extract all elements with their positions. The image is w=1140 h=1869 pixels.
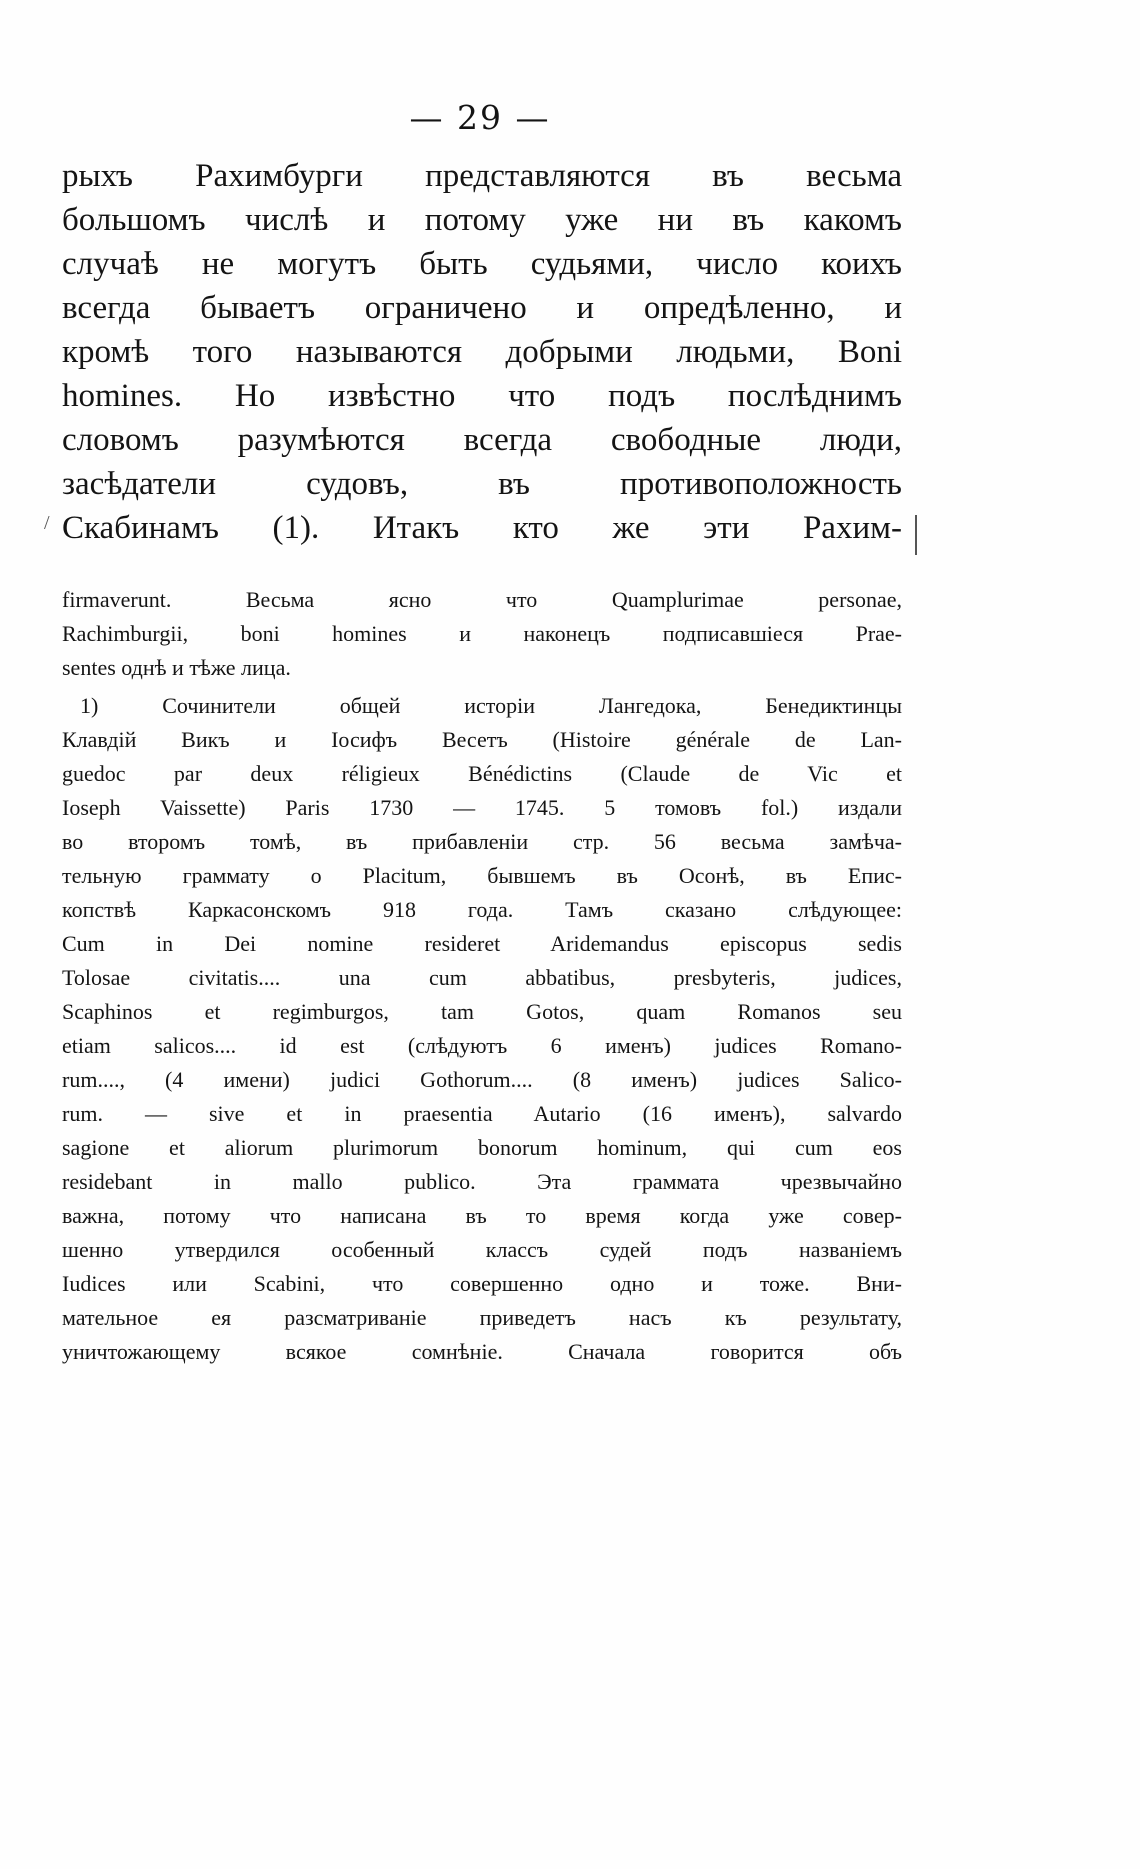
footnote-line: шенно утвердился особенный классъ судей подъ названіемъ — [62, 1237, 902, 1262]
footnote-line: Tolosae civitatis.... una cum abbatibus, presbyteris, judices, — [62, 965, 902, 990]
main-text-line: случаѣ не могутъ быть судьями, число коихъ — [62, 246, 902, 282]
main-text-line: Скабинамъ (1). Итакъ кто же эти Рахим- — [62, 510, 902, 546]
footnote-line: firmaverunt. Весьма ясно что Quamplurimae personae, — [62, 587, 902, 612]
footnote-line: тельную граммату о Placitum, бывшемъ въ Осонѣ, въ Епис- — [62, 863, 902, 888]
footnote-line: sentes однѣ и тѣже лица. — [62, 655, 291, 680]
main-text-line: всегда бываетъ ограничено и опредѣленно, и — [62, 290, 902, 326]
footnote-line: копствѣ Каркасонскомъ 918 года. Тамъ сказано слѣдующее: — [62, 897, 902, 922]
main-text-line: большомъ числѣ и потому уже ни въ какомъ — [62, 202, 902, 238]
main-text-line: homines. Но извѣстно что подъ послѣднимъ — [62, 378, 902, 414]
footnote-line: residebant in mallo publico. Эта граммата чрезвычайно — [62, 1169, 902, 1194]
footnote-line: etiam salicos.... id est (слѣдуютъ 6 именъ) judices Romano- — [62, 1033, 902, 1058]
footnote-line: 1) Сочинители общей исторіи Лангедока, Бенедиктинцы — [80, 693, 902, 718]
main-text-line: рыхъ Рахимбурги представляются въ весьма — [62, 158, 902, 194]
footnote-line: Scaphinos et regimburgos, tam Gotos, quam Romanos seu — [62, 999, 902, 1024]
footnote-line: Rachimburgii, boni homines и наконецъ подписавшіеся Prae- — [62, 621, 902, 646]
footnote-line: Iudices или Scabini, что совершенно одно и тоже. Вни- — [62, 1271, 902, 1296]
footnote-line: во второмъ томѣ, въ прибавленіи стр. 56 весьма замѣча- — [62, 829, 902, 854]
footnote-line: уничтожающему всякое сомнѣніе. Сначала говорится объ — [62, 1339, 902, 1364]
footnote-line: Cum in Dei nomine resideret Aridemandus episcopus sedis — [62, 931, 902, 956]
footnote-line: Ioseph Vaissette) Paris 1730 — 1745. 5 томовъ fol.) издали — [62, 795, 902, 820]
main-text-line: кромѣ того называются добрыми людьми, Boni — [62, 334, 902, 370]
footnote-line: sagione et aliorum plurimorum bonorum hominum, qui cum eos — [62, 1135, 902, 1160]
footnote-line: rum. — sive et in praesentia Autario (16 именъ), salvardo — [62, 1101, 902, 1126]
footnote-line: guedoc par deux réligieux Bénédictins (Claude de Vic et — [62, 761, 902, 786]
footnote-line: мательное ея разсматриваніе приведетъ насъ къ результату, — [62, 1305, 902, 1330]
margin-mark — [915, 515, 917, 555]
footnote-line: важна, потому что написана въ то время когда уже совер- — [62, 1203, 902, 1228]
page-number: — 29 — — [409, 98, 551, 137]
footnote-line: rum...., (4 имени) judici Gothorum.... (8 именъ) judices Salico- — [62, 1067, 902, 1092]
margin-tick: / — [44, 512, 50, 534]
main-text-line: словомъ разумѣются всегда свободные люди, — [62, 422, 902, 458]
footnote-line: Клавдій Викъ и Іосифъ Весетъ (Histoire générale de Lan- — [62, 727, 902, 752]
main-text-line: засѣдатели судовъ, въ противоположность — [62, 466, 902, 502]
